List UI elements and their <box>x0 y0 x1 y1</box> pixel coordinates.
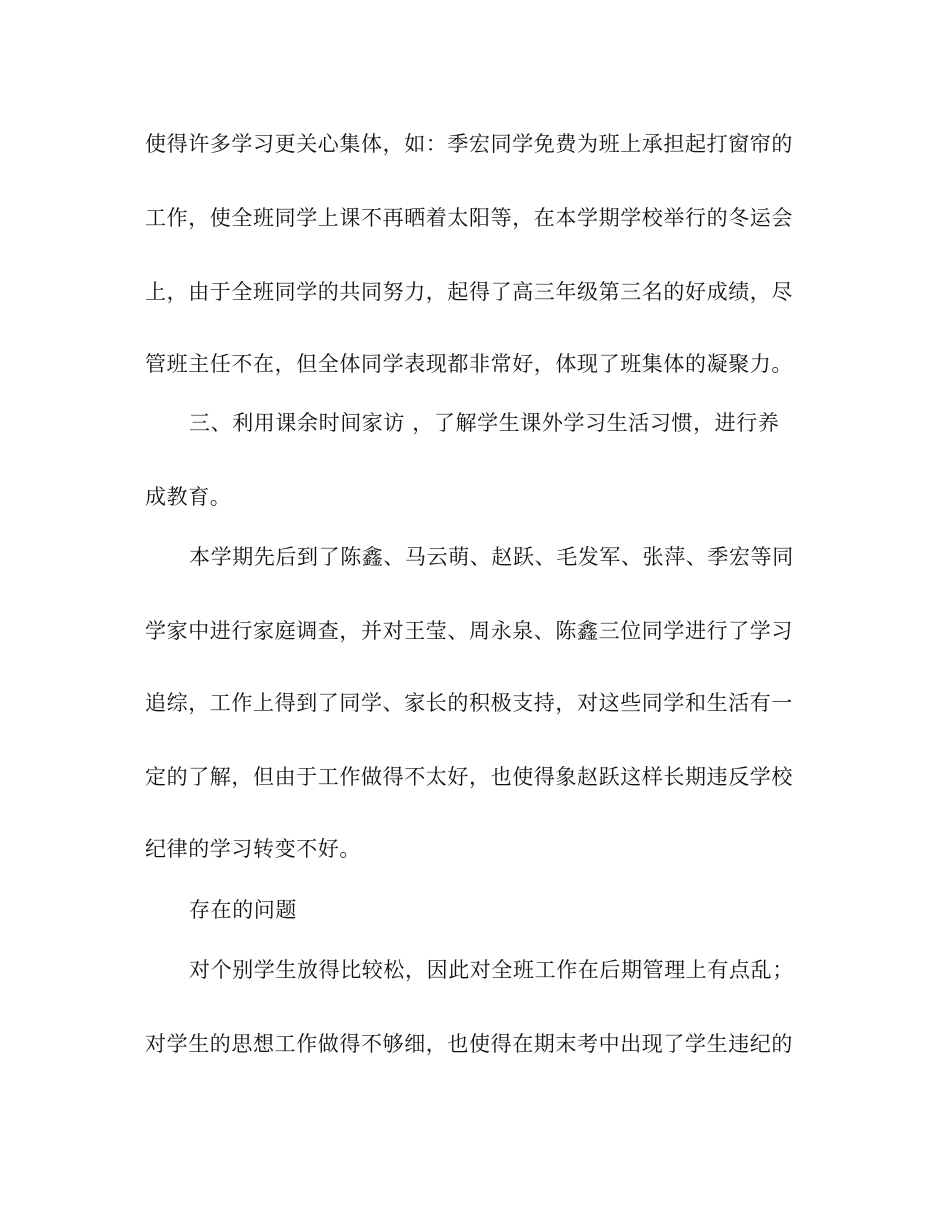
text-line: 成教育。 <box>145 485 232 509</box>
text-line: 使得许多学习更关心集体，如：季宏同学免费为班上承担起打窗帘的 <box>145 132 793 156</box>
text-line: 本学期先后到了陈鑫、马云萌、赵跃、毛发军、张萍、季宏等同 <box>189 545 794 569</box>
text-line: 管班主任不在，但全体同学表现都非常好，体现了班集体的凝聚力。 <box>145 352 793 376</box>
section-heading: 三、利用课余时间家访 ，了解学生课外学习生活习惯，进行养 <box>189 411 780 435</box>
section-heading: 存在的问题 <box>189 898 297 922</box>
text-line: 对个别学生放得比较松，因此对全班工作在后期管理上有点乱； <box>189 958 794 982</box>
text-line: 追综，工作上得到了同学、家长的积极支持，对这些同学和生活有一 <box>145 691 793 715</box>
text-line: 定的了解，但由于工作做得不太好，也使得象赵跃这样长期违反学校 <box>145 765 793 789</box>
text-line: 对学生的思想工作做得不够细，也使得在期末考中出现了学生违纪的 <box>145 1032 793 1056</box>
text-line: 纪律的学习转变不好。 <box>145 837 361 861</box>
text-line: 工作，使全班同学上课不再晒着太阳等，在本学期学校举行的冬运会 <box>145 206 793 230</box>
text-line: 上，由于全班同学的共同努力，起得了高三年级第三名的好成绩，尽 <box>145 280 793 304</box>
text-line: 学家中进行家庭调查，并对王莹、周永泉、陈鑫三位同学进行了学习 <box>145 619 793 643</box>
